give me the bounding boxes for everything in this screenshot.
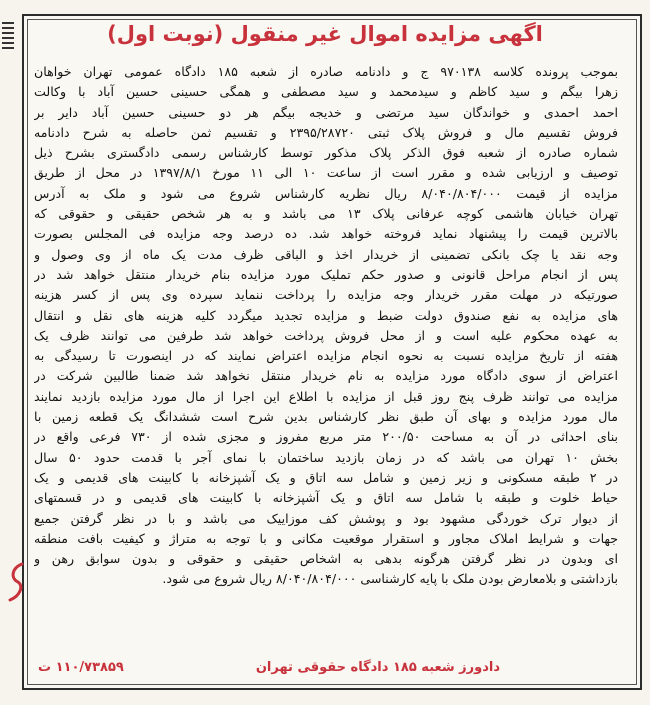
notice-line: بازداشتی و بلامعارض بودن ملک با پایه کارشناسی ۸/۰۴۰/۸۰۴/۰۰۰ ریال شروع می شود. xyxy=(162,571,618,587)
notice-line: بخش ۱۰ تهران می باشد که در زمان بازدید ساختمان با نمای آجر با قدمت حدود ۵۰ سال xyxy=(34,449,618,465)
notice-code: ۱۱۰/۷۳۸۵۹ ت xyxy=(38,660,124,675)
notice-line: وجه نقد یا چک بانکی تضمینی از خریدار اخذ و الباقی ظرف مدت یک ماه از وی وصول و xyxy=(34,246,618,262)
notice-line: اعتراض از سوی دادگاه مورد مزایده به نام خریدار منتقل نخواهد شد ضمنا طالبین شرکت در xyxy=(34,368,618,384)
notice-line: پس از انجام مراحل قانونی و صدور حکم تملیک مورد مزایده بنام خریدار منتقل خواهد شد در xyxy=(34,266,618,282)
notice-body xyxy=(34,62,618,590)
notice-line: هفته از تاریخ مزایده نسبت به نحوه انجام مزایده اعتراض نمایند که در اینصورت تا رسیدگی به xyxy=(34,348,618,364)
notice-line: فروش تقسیم مال و فروش پلاک ثبتی ۲۳۹۵/۲۸۷۲۰ و تقسیم ثمن حاصله به شرح دادنامه xyxy=(34,124,618,140)
notice-line: از دیوار ترک خوردگی مشهود بود و پوشش کف موزاییک می باشد و با در نظر گرفتن جمیع xyxy=(34,510,618,526)
notice-title: اگهی مزایده اموال غیر منقول (نوبت اول) xyxy=(107,22,543,46)
notice-line: به عهده محکوم علیه است و از محل فروش پرداخت خواهد شد طرفین می توانند ظرف یک xyxy=(34,327,618,343)
notice-line: مزایده از قیمت ۸/۰۴۰/۸۰۴/۰۰۰ ریال نظریه کارشناس شروع می شود و ملک به آدرس xyxy=(34,185,618,201)
notice-line: حیاط خلوت و طبقه با شامل سه اتاق و یک آشپزخانه با کابینت های قدیمی و در قسمتهای xyxy=(34,490,618,506)
notice-line: مزایده می توانند ظرف پنج روز قبل از مزایده با اطلاع این اجرا از مال مورد مزایده بازدید نمایند xyxy=(34,388,618,404)
notice-line: صورتیکه در مهلت مقرر خریدار وجه مزایده را پرداخت ننماید سپرده وی پس از کسر هزینه xyxy=(34,287,618,303)
edge-marks xyxy=(2,22,16,52)
notice-line: بنای احداثی در آن به مساحت ۲۰۰/۵۰ متر مربع مفروز و مجزی شده از ۷۳۰ فرعی واقع در xyxy=(34,429,618,445)
notice-line: تهران خیابان هاشمی کوچه عرفانی پلاک ۱۳ می باشد و به هر شخص حقیقی و حقوقی که xyxy=(34,206,618,222)
notice-line: توصیف و ارزیابی شده و مقرر است از ساعت ۱۰ الی ۱۱ مورخ ۱۳۹۷/۸/۱ در محل از طریق xyxy=(34,165,618,181)
notice-line: های مزایده به نفع صندوق دولت ضبط و مزایده تجدید میگردد کلیه هزینه های نقل و انتقال xyxy=(34,307,618,323)
notice-line: مال مورد مزایده و بهای آن طبق نظر کارشناس بدین شرح است ششدانگ یک قطعه زمین با xyxy=(34,409,618,425)
notice-line: در ۲ طبقه مسکونی و زیر زمین و شامل سه اتاق و یک آشپزخانه با کابینت های قدیمی و یک xyxy=(34,469,618,485)
notice-line: بموجب پرونده کلاسه ۹۷۰۱۳۸ ج و دادنامه صادره از شعبه ۱۸۵ دادگاه عمومی تهران خواهان xyxy=(34,64,618,79)
notice-line: زهرا بیگم و سید کاظم و سیدمحمد و سید مصطفی و همگی حسینی حسین آباد با وکالت xyxy=(34,84,618,100)
notice-line: احمد احمدی و خواندگان سید مرتضی و خدیجه بیگم هر دو حسینی حسین آباد دایر بر xyxy=(34,104,618,120)
handwritten-mark-icon xyxy=(6,560,28,604)
notice-line: بالاترین قیمت را پیشنهاد نماید فروخته خواهد شد. ده درصد وجه مزایده فی المجلس بصورت xyxy=(34,226,618,242)
notice-line: ای وبدون در نظر گرفتن هرگونه بدهی به اشخاص حقیقی و حقوقی و بدون سوابق رهن و xyxy=(34,551,618,567)
notice-line: جهات و شرایط املاک مجاور و استقرار موقعیت مکانی و با توجه به متراژ و کیفیت بافت منطقه xyxy=(34,530,618,546)
signature-line: دادورز شعبه ۱۸۵ دادگاه حقوقی تهران xyxy=(255,660,500,675)
notice-line: شماره صادره از شعبه فوق الذکر پلاک مذکور توسط کارشناس رسمی دادگستری بشرح ذیل xyxy=(34,145,618,161)
